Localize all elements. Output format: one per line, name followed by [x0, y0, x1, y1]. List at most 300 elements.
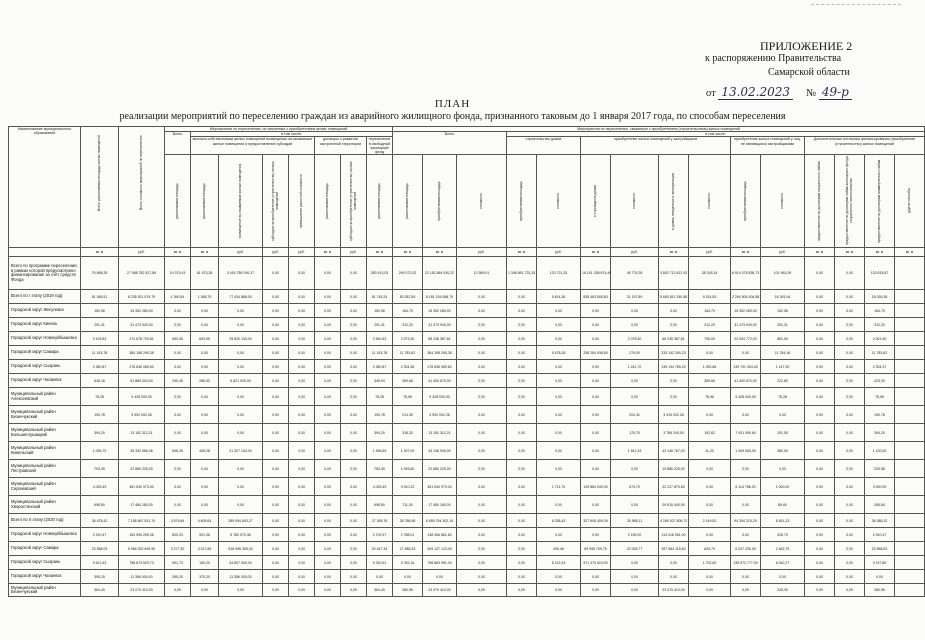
table-cell [895, 290, 925, 304]
row-name: Всего по II этапу (2020 год) [9, 514, 81, 528]
table-cell: 395,25 [165, 570, 191, 584]
table-cell: 359,66 [689, 374, 731, 388]
purchase-other-header: приобретение жилых помещений у лиц, не являющихся застройщиками [731, 137, 805, 155]
table-cell: 3 017,85 [191, 542, 219, 556]
table-cell [895, 388, 925, 406]
table-cell: 0,00 [507, 346, 537, 360]
table-cell: 164,70 [689, 304, 731, 318]
table-cell: 0,00 [289, 556, 315, 570]
table-cell: 0,00 [835, 528, 865, 542]
table-cell: 31 197,89 [611, 290, 659, 304]
table-cell: 0,00 [165, 496, 191, 514]
table-cell: 861,00 [761, 332, 805, 346]
table-cell: 0,00 [611, 374, 659, 388]
row-name: Муниципальный район Безенчукский [9, 406, 81, 424]
table-cell: 0,00 [263, 542, 289, 556]
colh: приобретаемая площадь [423, 155, 457, 248]
table-cell: 1 241,70 [611, 360, 659, 374]
table-cell: 77 434 866,00 [219, 290, 263, 304]
table-cell: 0,00 [341, 460, 367, 478]
row-name: Городской округ Жигулевск [9, 304, 81, 318]
table-cell: 0,00 [507, 374, 537, 388]
table-cell: 11 356 000,00 [219, 570, 263, 584]
table-cell: 15 352 280,00 [731, 304, 761, 318]
date-prefix: от [706, 88, 716, 99]
table-row [9, 360, 925, 374]
table-cell: 0,00 [315, 514, 341, 528]
table-cell: 0,00 [805, 360, 835, 374]
table-cell: 0,00 [835, 257, 865, 290]
colh: стоимость [689, 155, 731, 248]
table-cell: 138 456 861,60 [423, 528, 457, 542]
table-cell: 35 332 966,36 [119, 442, 165, 460]
table-cell: 0,00 [315, 542, 341, 556]
table-cell: 711,00 [393, 496, 423, 514]
table-cell: 0,00 [507, 584, 537, 597]
table-cell: 133 721,33 [537, 257, 581, 290]
table-cell: 0,00 [263, 514, 289, 528]
table-cell: 0,00 [289, 318, 315, 332]
table-cell: 0,00 [165, 584, 191, 597]
table-cell: 0,00 [289, 257, 315, 290]
table-cell: 3 193,83 [81, 332, 119, 346]
table-cell [895, 478, 925, 496]
table-cell: 152,56 [81, 304, 119, 318]
row-name: Всего по программе переселения, в рамках которой предусмотрено финансирование за счет средств Фонда [9, 257, 81, 290]
table-cell: 29 815 440,00 [659, 496, 689, 514]
table-cell: 11 153,78 [81, 346, 119, 360]
row-name: Городской округ Чапаевск [9, 570, 81, 584]
table-cell: 518 998 365,34 [219, 542, 263, 556]
units-cell [9, 248, 81, 257]
table-cell: 370,20 [191, 570, 219, 584]
table-cell [895, 528, 925, 542]
table-cell: 0,00 [805, 570, 835, 584]
table-cell: 0,00 [289, 528, 315, 542]
table-cell: 51 745,24 [367, 290, 393, 304]
table-cell: 451 540 973,00 [119, 478, 165, 496]
table-cell: 8 238 921 579,79 [119, 290, 165, 304]
table-cell: 0,00 [263, 556, 289, 570]
table-cell: 139 134 785,20 [659, 360, 689, 374]
table-cell: 0,00 [341, 542, 367, 556]
plan-subtitle: реализации мероприятий по переселению граждан из аварийного жилищного фонда, признанного таковым до 1 января 2017 года, по способам переселения [119, 111, 786, 122]
table-cell: 0,00 [263, 374, 289, 388]
table-row [9, 290, 925, 304]
table-cell: 409 127 123,00 [423, 542, 457, 556]
table-cell: 283 913,03 [367, 257, 393, 290]
table-cell: 4 025,49 [81, 478, 119, 496]
table-cell: 0,00 [341, 304, 367, 318]
table-cell: 0,00 [835, 318, 865, 332]
table-cell: 17 484 180,00 [119, 496, 165, 514]
colh: в строящихся домах [581, 155, 611, 248]
table-cell: 0,00 [289, 304, 315, 318]
table-cell: 0,00 [581, 496, 611, 514]
table-cell: 51 065,51 [81, 290, 119, 304]
table-cell: 0,00 [835, 332, 865, 346]
table-cell: 0,00 [581, 584, 611, 597]
table-cell: 22 005,77 [611, 542, 659, 556]
table-cell: 66 235 387,81 [659, 332, 689, 346]
table-cell: 2 788,01 [393, 528, 423, 542]
table-cell: 27 958 782 527,89 [119, 257, 165, 290]
table-cell: 0,00 [219, 360, 263, 374]
table-cell: 0,00 [219, 478, 263, 496]
table-row [9, 478, 925, 496]
appendix-line-1: к распоряжению Правительства [705, 53, 842, 64]
table-cell: 0,00 [805, 332, 835, 346]
group-a-incl-header: в том числе: [191, 132, 393, 137]
table-cell: 0,00 [659, 318, 689, 332]
table-cell: 0,00 [581, 424, 611, 442]
table-cell: 3 786 240,00 [659, 424, 689, 442]
table-cell: 0,00 [341, 570, 367, 584]
table-cell: 490,46 [537, 542, 581, 556]
table-cell: 0,00 [191, 478, 219, 496]
table-cell: 78,28 [761, 388, 805, 406]
table-cell: 0,00 [289, 584, 315, 597]
colh: другие способы [895, 155, 925, 248]
table-cell: 1 000,00 [761, 478, 805, 496]
table-cell: 9 612,43 [81, 556, 119, 570]
table-cell: 0,00 [289, 424, 315, 442]
table-cell: 0,00 [689, 584, 731, 597]
table-cell: 1 711,70 [537, 478, 581, 496]
table-cell: 0,00 [537, 360, 581, 374]
table-cell: 0,00 [341, 360, 367, 374]
table-cell [895, 406, 925, 424]
table-cell: 5 650 811 250,58 [659, 290, 689, 304]
table-cell: 798 863 991,00 [423, 556, 457, 570]
table-cell: 0,00 [805, 257, 835, 290]
table-cell: 0,00 [315, 346, 341, 360]
table-cell: 0,00 [507, 406, 537, 424]
table-cell: 0,00 [457, 556, 507, 570]
table-cell: 0,00 [219, 406, 263, 424]
table-cell: 22 880 225,00 [119, 460, 165, 478]
table-cell: 3 910,22 [393, 478, 423, 496]
colh: субсидия на приобретение (строительство) жилых помещений [341, 155, 367, 248]
row-name: Городской округ Новокуйбышевск [9, 332, 81, 346]
table-cell: 326,70 [761, 528, 805, 542]
table-cell: 45 776,28 [611, 257, 659, 290]
table-cell: 135 572 777,00 [731, 556, 761, 570]
table-cell: 0,00 [315, 290, 341, 304]
table-cell: 0,00 [315, 374, 341, 388]
row-name: Муниципальный район Алексеевский [9, 388, 81, 406]
table-cell: 11 783,62 [393, 346, 423, 360]
group-a-header: Мероприятия по переселению, не связанные с приобретением жилых помещений [165, 127, 393, 132]
table-cell: 0,00 [263, 257, 289, 290]
table-cell: 901,73 [165, 556, 191, 570]
table-cell: 18 039,38 [865, 290, 895, 304]
table-cell: 192,62 [689, 424, 731, 442]
table-cell: 8 451,23 [761, 514, 805, 528]
table-cell: 153 999 295,36 [119, 528, 165, 542]
table-cell: 0,00 [191, 360, 219, 374]
table-cell: 31 473 940,00 [423, 318, 457, 332]
table-cell: 0,00 [805, 388, 835, 406]
table-cell: 0,00 [457, 584, 507, 597]
table-cell: 0,00 [263, 388, 289, 406]
table-cell: 0,00 [835, 514, 865, 528]
table-cell: 0,00 [659, 556, 689, 570]
colh: субсидия на приобретение (строительство) жилых помещений [263, 155, 289, 248]
table-cell: 291,31 [367, 318, 393, 332]
table-cell: 0,00 [289, 406, 315, 424]
table-cell: 0,00 [457, 442, 507, 460]
table-cell: 0,00 [315, 570, 341, 584]
table-cell: 2 195,20 [611, 528, 659, 542]
table-cell: 3 992 002,26 [119, 406, 165, 424]
purchase-header: приобретение жилых помещений у застройщиков [581, 137, 731, 155]
table-cell: 11 783,62 [865, 346, 895, 360]
units-cell: кв. м [507, 248, 537, 257]
table-cell: 2 540,53 [367, 332, 393, 346]
table-cell: 0,00 [289, 290, 315, 304]
table-cell: 0,00 [315, 528, 341, 542]
table-cell: 19 379,43 [165, 257, 191, 290]
units-cell: руб. [119, 248, 165, 257]
table-cell: 364,40 [81, 584, 119, 597]
table-cell: 0,00 [219, 584, 263, 597]
table-cell: 1 368,79 [191, 290, 219, 304]
table-cell: 17 484 180,00 [423, 496, 457, 514]
table-cell: 0,00 [191, 388, 219, 406]
table-cell: 380,00 [761, 442, 805, 460]
table-cell: 23 070 410,00 [119, 584, 165, 597]
table-cell: 9 428 000,00 [119, 388, 165, 406]
table-cell: 0,00 [581, 304, 611, 318]
table-cell: 291,31 [761, 318, 805, 332]
table-cell: 34 807 000,00 [219, 556, 263, 570]
contracts-header: договоры о развитии застроенной территории [315, 137, 367, 155]
table-cell: 3 879,84 [165, 514, 191, 528]
table-row [9, 556, 925, 570]
table-cell: 25 985,11 [611, 514, 659, 528]
table-cell: 703,39 [81, 460, 119, 478]
table-cell: 0,00 [805, 346, 835, 360]
colh: приобретаемая площадь [731, 155, 761, 248]
colh: расселяемая площадь [165, 155, 191, 248]
table-cell: 312,20 [865, 318, 895, 332]
table-cell: 0,00 [805, 374, 835, 388]
table-cell: 0,00 [507, 304, 537, 318]
table-cell: 139 701 304,40 [731, 360, 761, 374]
table-cell [895, 442, 925, 460]
table-cell: 16 391,94 [761, 290, 805, 304]
table-body [9, 248, 925, 597]
colh: расселяемая площадь [315, 155, 341, 248]
table-cell: 78,28 [367, 388, 393, 406]
table-cell: 164,70 [393, 304, 423, 318]
table-cell: 0,00 [315, 318, 341, 332]
table-cell: 571 379 624,00 [581, 556, 611, 570]
table-cell: 397 564 115,50 [659, 542, 689, 556]
table-cell: 0,00 [805, 478, 835, 496]
table-cell: 798 873 529,73 [119, 556, 165, 570]
table-cell: 0,00 [191, 496, 219, 514]
table-cell: 258 284 938,89 [581, 346, 611, 360]
table-cell: 23 070 410,00 [423, 584, 457, 597]
table-cell: 795,00 [689, 332, 731, 346]
units-cell: руб. [341, 248, 367, 257]
table-cell: 0,00 [457, 514, 507, 528]
units-cell: кв. м [367, 248, 393, 257]
table-cell: 78,28 [81, 388, 119, 406]
table-cell: 31 473 940,00 [119, 318, 165, 332]
table-cell: 653,05 [191, 332, 219, 346]
table-cell [895, 318, 925, 332]
table-cell: 0,00 [341, 346, 367, 360]
table-cell: 0,00 [457, 478, 507, 496]
table-cell: 0,00 [507, 514, 537, 528]
table-cell: 125 884 040,00 [581, 478, 611, 496]
table-cell: 0,00 [507, 424, 537, 442]
table-cell: 5 122,43 [537, 556, 581, 570]
table-cell: 318,32 [393, 424, 423, 442]
table-cell: 0,00 [581, 360, 611, 374]
table-cell: 2 149,52 [689, 514, 731, 528]
table-cell: 11 153,78 [367, 346, 393, 360]
col-name-header: Наименование муниципального образования [9, 127, 81, 248]
table-cell: 901,06 [191, 528, 219, 542]
table-cell: 0,00 [805, 304, 835, 318]
table-cell: 0,00 [315, 406, 341, 424]
table-cell: 0,00 [315, 424, 341, 442]
colh: предоставление по договорам коммерческого найма [865, 155, 895, 248]
table-cell: 360,56 [393, 584, 423, 597]
table-cell: 0,00 [289, 496, 315, 514]
row-name: Городской округ Чапаевск [9, 374, 81, 388]
table-cell: 274 678 720,81 [119, 332, 165, 346]
table-cell: 190,78 [865, 406, 895, 424]
table-cell: 36 088,32 [865, 514, 895, 528]
table-cell: 0,00 [263, 478, 289, 496]
table-cell: 0,00 [611, 556, 659, 570]
table-cell: 0,00 [457, 360, 507, 374]
table-cell: 4 609,64 [191, 514, 219, 528]
table-cell: 0,00 [805, 556, 835, 570]
table-cell: 0,00 [165, 304, 191, 318]
table-cell: 0,00 [537, 406, 581, 424]
table-cell: 0,00 [341, 424, 367, 442]
table-cell: 11 784,16 [761, 346, 805, 360]
table-cell: 0,00 [581, 388, 611, 406]
table-cell: 0,00 [537, 528, 581, 542]
group-b-header: Мероприятия по переселению, связанные с приобретением (строительством) жилых помещений [393, 127, 925, 132]
table-cell: 0,00 [689, 570, 731, 584]
table-cell: 0,00 [341, 257, 367, 290]
table-cell: 0,00 [457, 304, 507, 318]
table-cell: 0,00 [761, 570, 805, 584]
row-name: Городской округ Самара [9, 346, 81, 360]
table-cell: 6 659 754 302,19 [423, 514, 457, 528]
table-cell: 0,00 [581, 442, 611, 460]
table-cell: 23 070 410,00 [659, 584, 689, 597]
table-cell: 0,00 [289, 388, 315, 406]
table-cell: 0,00 [289, 514, 315, 528]
table-cell: 23 558,03 [81, 542, 119, 556]
table-cell: 0,00 [581, 570, 611, 584]
table-cell: 0,00 [263, 584, 289, 597]
table-cell: 0,00 [219, 496, 263, 514]
colh: расселяемая площадь [367, 155, 393, 248]
table-cell: 645,16 [81, 374, 119, 388]
table-cell: 0,00 [341, 442, 367, 460]
table-cell: 0,00 [315, 257, 341, 290]
table-cell: 0,00 [731, 460, 761, 478]
table-cell: 0,00 [165, 388, 191, 406]
table-cell: 0,00 [457, 528, 507, 542]
table-row [9, 460, 925, 478]
colh: стоимость [761, 155, 805, 248]
table-cell: 1 147,30 [761, 360, 805, 374]
table-cell: 0,00 [537, 584, 581, 597]
table-cell: 41 400 670,00 [731, 374, 761, 388]
table-cell [895, 542, 925, 556]
table-cell: 94 354 215,29 [731, 514, 761, 528]
table-cell: 0,00 [611, 318, 659, 332]
table-cell: 101 962,09 [761, 257, 805, 290]
table-cell [895, 304, 925, 318]
table-cell: 0,00 [165, 360, 191, 374]
table-cell: 0,00 [191, 346, 219, 360]
table-cell: 43 146 949,00 [423, 442, 457, 460]
table-cell: 0,00 [731, 496, 761, 514]
table-cell: 2 264 906 304,58 [731, 290, 761, 304]
table-cell: 12 589,01 [457, 257, 507, 290]
table-cell: 36 478,42 [81, 514, 119, 528]
table-row [9, 304, 925, 318]
table-cell: 27 395,76 [367, 514, 393, 528]
table-row [9, 442, 925, 460]
table-cell: 9 310,91 [367, 556, 393, 570]
table-cell: 0,00 [289, 360, 315, 374]
table-cell: 9 428 000,00 [423, 388, 457, 406]
table-cell: 3 000,90 [865, 478, 895, 496]
table-cell [895, 332, 925, 346]
appendix-date-line [706, 85, 852, 99]
units-cell: кв. м [165, 248, 191, 257]
table-cell: 0,00 [835, 406, 865, 424]
table-cell: 61 973,28 [191, 257, 219, 290]
table-cell: 1 497,00 [393, 442, 423, 460]
table-cell: 190,78 [367, 406, 393, 424]
table-cell: 51 889 000,00 [119, 374, 165, 388]
table-cell: 28 786,98 [393, 514, 423, 528]
table-cell: 0,00 [263, 346, 289, 360]
table-cell: 0,00 [289, 570, 315, 584]
table-cell: 7 158 667 531,74 [119, 514, 165, 528]
table-cell: 13 152 312,21 [423, 424, 457, 442]
table-row [9, 318, 925, 332]
table-cell: 0,00 [341, 388, 367, 406]
table-cell [895, 460, 925, 478]
table-cell: 0,00 [423, 570, 457, 584]
table-cell: 0,00 [835, 374, 865, 388]
table-cell: 0,00 [457, 332, 507, 346]
table-cell: 0,00 [263, 304, 289, 318]
table-cell: 394,20 [367, 424, 393, 442]
table-row [9, 584, 925, 597]
table-row [9, 542, 925, 556]
table-cell: 0,00 [341, 290, 367, 304]
table-cell: 0,00 [289, 442, 315, 460]
table-cell: 0,00 [263, 290, 289, 304]
table-cell: 0,00 [165, 406, 191, 424]
